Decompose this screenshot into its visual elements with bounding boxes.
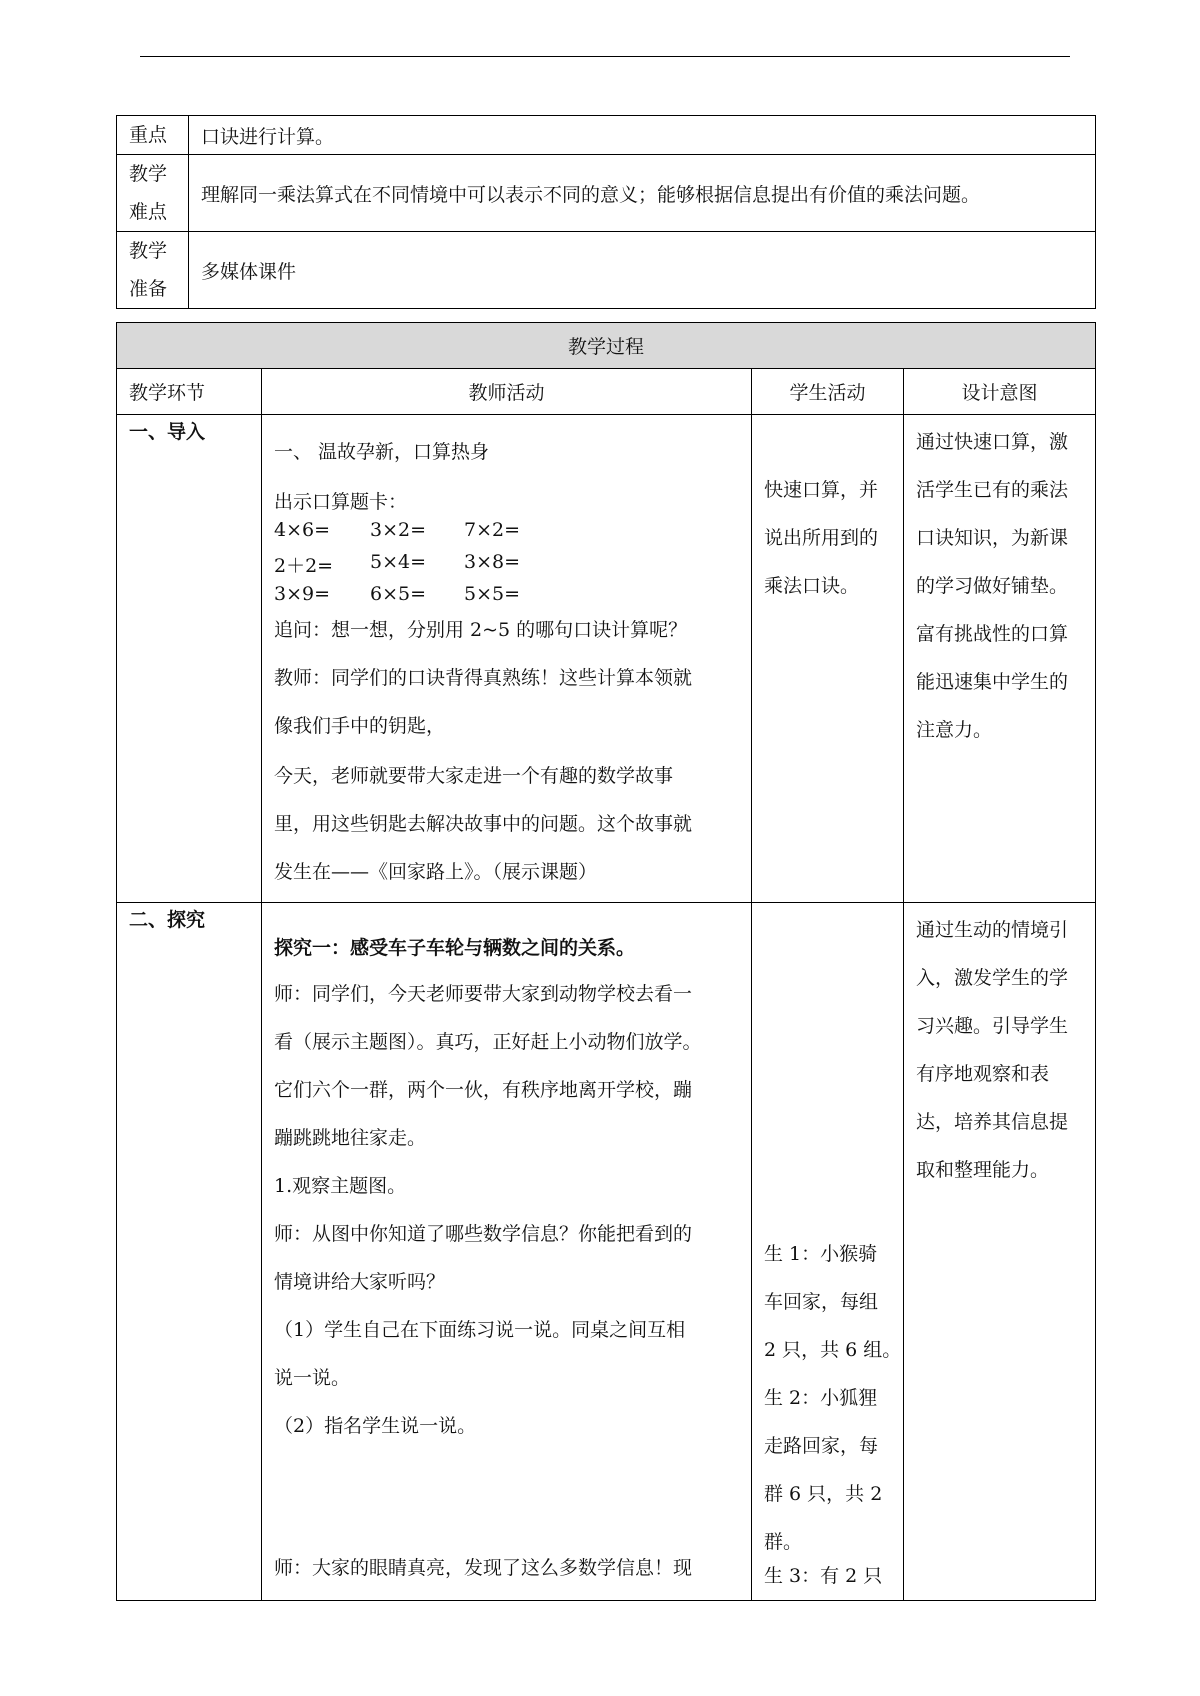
- teacher-line: 看（展示主题图）。真巧，正好赶上小动物们放学。: [274, 1031, 702, 1053]
- header-student: 学生活动: [752, 369, 904, 415]
- intent-line: 通过生动的情境引: [916, 919, 1069, 941]
- drill-item: 5×4=: [370, 551, 427, 573]
- info-table: [116, 115, 1096, 309]
- teacher-line: （1）学生自己在下面练习说一说。同桌之间互相: [274, 1319, 686, 1341]
- student-line: 说出所用到的: [764, 527, 879, 549]
- intent-line: 达，培养其信息提: [916, 1111, 1069, 1133]
- teacher-line: 教师：同学们的口诀背得真熟练！这些计算本领就: [274, 667, 693, 689]
- student-cell: [752, 903, 904, 1601]
- header-stage: 教学环节: [117, 369, 262, 415]
- drill-item: 3×8=: [464, 551, 521, 573]
- value-preparation: 多媒体课件: [189, 232, 1096, 309]
- drill-item: 6×5=: [370, 583, 427, 605]
- student-line: 生 3：有 2 只: [764, 1565, 883, 1587]
- header-intent: 设计意图: [904, 369, 1096, 415]
- teacher-line: 情境讲给大家听吗？: [274, 1271, 446, 1293]
- value-focus: 口诀进行计算。: [189, 116, 1096, 155]
- teacher-line: 1.观察主题图。: [274, 1175, 407, 1197]
- teacher-line: 一、 温故孕新，口算热身: [274, 441, 490, 463]
- intent-line: 入，激发学生的学: [916, 967, 1069, 989]
- label-focus: 重点: [117, 116, 189, 155]
- intent-line: 有序地观察和表: [916, 1063, 1050, 1085]
- student-line: 2 只，共 6 组。: [764, 1339, 902, 1361]
- student-line: 车回家，每组: [764, 1291, 879, 1313]
- header-teacher: 教师活动: [262, 369, 752, 415]
- student-line: 群。: [764, 1531, 803, 1553]
- teacher-line: （2）指名学生说一说。: [274, 1415, 477, 1437]
- student-line: 乘法口诀。: [764, 575, 860, 597]
- student-line: 生 2：小狐狸: [764, 1387, 878, 1409]
- teacher-line: 蹦跳跳地往家走。: [274, 1127, 427, 1149]
- stage-cell: [117, 415, 262, 903]
- drill-item: 2＋2=: [274, 555, 334, 577]
- drill-item: 3×2=: [370, 519, 427, 541]
- intent-line: 取和整理能力。: [916, 1159, 1050, 1181]
- student-line: 群 6 只，共 2: [764, 1483, 883, 1505]
- process-table: [116, 322, 1096, 1601]
- student-line: 生 1：小猴骑: [764, 1243, 878, 1265]
- teacher-cell: [262, 903, 752, 1601]
- intent-line: 习兴趣。引导学生: [916, 1015, 1069, 1037]
- student-cell: [752, 415, 904, 903]
- label-preparation: 教学 准备: [117, 232, 189, 309]
- teacher-line: 师：大家的眼睛真亮，发现了这么多数学信息！现: [274, 1557, 693, 1579]
- value-difficulty: 理解同一乘法算式在不同情境中可以表示不同的意义；能够根据信息提出有价值的乘法问题。: [189, 155, 1096, 232]
- student-line: 快速口算，并: [764, 479, 879, 501]
- teacher-line: 发生在——《回家路上》。（展示课题）: [274, 861, 598, 883]
- intent-line: 富有挑战性的口算: [916, 623, 1069, 645]
- teacher-line: 里，用这些钥匙去解决故事中的问题。这个故事就: [274, 813, 693, 835]
- teacher-line: 师：同学们，今天老师要带大家到动物学校去看一: [274, 983, 693, 1005]
- teacher-line: 出示口算题卡：: [274, 491, 408, 513]
- intent-cell: [904, 415, 1096, 903]
- intent-line: 口诀知识，为新课: [916, 527, 1069, 549]
- teacher-cell: [262, 415, 752, 903]
- drill-item: 4×6=: [274, 519, 331, 541]
- header-rule: [140, 56, 1070, 57]
- process-title: 教学过程: [117, 323, 1096, 369]
- stage-label: 二、探究: [129, 909, 206, 931]
- teacher-line: 像我们手中的钥匙，: [274, 715, 446, 737]
- teacher-line: 今天，老师就要带大家走进一个有趣的数学故事: [274, 765, 674, 787]
- intent-line: 的学习做好铺垫。: [916, 575, 1069, 597]
- intent-cell: [904, 903, 1096, 1601]
- student-line: 走路回家，每: [764, 1435, 879, 1457]
- drill-item: 5×5=: [464, 583, 521, 605]
- stage-label: 一、导入: [129, 421, 206, 443]
- label-difficulty: 教学 难点: [117, 155, 189, 232]
- drill-item: 3×9=: [274, 583, 331, 605]
- stage-cell: [117, 903, 262, 1601]
- teacher-line: 追问：想一想，分别用 2~5 的哪句口诀计算呢？: [274, 619, 688, 641]
- teacher-line: 师：从图中你知道了哪些数学信息？你能把看到的: [274, 1223, 693, 1245]
- teacher-line: 探究一：感受车子车轮与辆数之间的关系。: [274, 937, 636, 959]
- intent-line: 通过快速口算，激: [916, 431, 1069, 453]
- intent-line: 活学生已有的乘法: [916, 479, 1069, 501]
- intent-line: 注意力。: [916, 719, 993, 741]
- teacher-line: 它们六个一群，两个一伙，有秩序地离开学校，蹦: [274, 1079, 693, 1101]
- drill-item: 7×2=: [464, 519, 521, 541]
- intent-line: 能迅速集中学生的: [916, 671, 1069, 693]
- teacher-line: 说一说。: [274, 1367, 351, 1389]
